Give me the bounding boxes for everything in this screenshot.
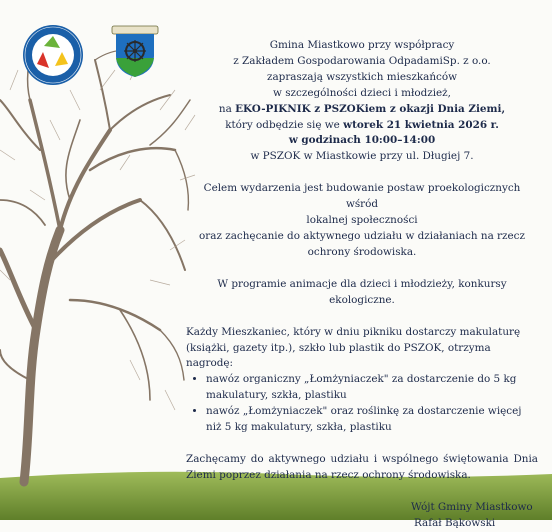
- purpose-line: oraz zachęcanie do aktywnego udziału w działaniach na rzecz: [199, 229, 525, 242]
- reward-intro-line: Każdy Mieszkaniec, który w dniu pikniku dostarczy makulaturę: [186, 325, 521, 338]
- list-item: • nawóz „Łomżyniaczek" oraz roślinkę za dostarczenie więcej niż 5 kg makulatury, szkła, plastiku: [206, 404, 538, 436]
- closing-paragraph: Zachęcamy do aktywnego udziału i wspólnego świętowania Dnia Ziemi poprzez działania na rzecz ochrony środowiska.: [186, 452, 538, 481]
- intro-line: w szczególności dzieci i młodzież,: [273, 86, 451, 99]
- purpose-line: ochrony środowiska.: [307, 245, 417, 258]
- event-date: wtorek 21 kwietnia 2026 r.: [343, 118, 499, 131]
- purpose-line: lokalnej społeczności: [306, 214, 418, 227]
- signature-name: Rafał Bąkowski: [414, 516, 496, 529]
- intro-line: z Zakładem Gospodarowania OdpadamiSp. z o.o.: [233, 54, 491, 67]
- signature-title: Wójt Gminy Miastkowo: [411, 500, 533, 513]
- event-prefix: na: [218, 102, 236, 115]
- invitation-text: [186, 38, 538, 532]
- recycling-logo: [22, 24, 84, 86]
- intro-line: Gmina Miastkowo przy współpracy: [269, 39, 455, 51]
- date-prefix: który odbędzie się we: [225, 118, 344, 131]
- gmina-coat-of-arms: [110, 24, 160, 78]
- event-name: EKO-PIKNIK z PSZOKiem z okazji Dnia Ziemi,: [235, 102, 506, 115]
- time-line: [186, 133, 538, 149]
- place-line: w PSZOK w Miastkowie przy ul. Długiej 7.: [250, 150, 474, 163]
- list-item: • nawóz organiczny „Łomżyniaczek" za dostarczenie do 5 kg makulatury, szkła, plastiku: [206, 372, 538, 404]
- date-line: [186, 118, 538, 134]
- intro-line: zapraszają wszystkich mieszkańców: [267, 70, 457, 83]
- rewards-list: [186, 372, 538, 436]
- purpose-line: Celem wydarzenia jest budowanie postaw proekologicznych wśród: [203, 182, 521, 211]
- program-line: W programie animacje dla dzieci i młodzieży, konkursy ekologiczne.: [217, 277, 507, 306]
- event-time: w godzinach 10:00–14:00: [288, 134, 436, 147]
- event-line: [186, 102, 538, 118]
- reward-intro-line: (książki, gazety itp.), szkło lub plastik do PSZOK, otrzyma nagrodę:: [186, 341, 491, 370]
